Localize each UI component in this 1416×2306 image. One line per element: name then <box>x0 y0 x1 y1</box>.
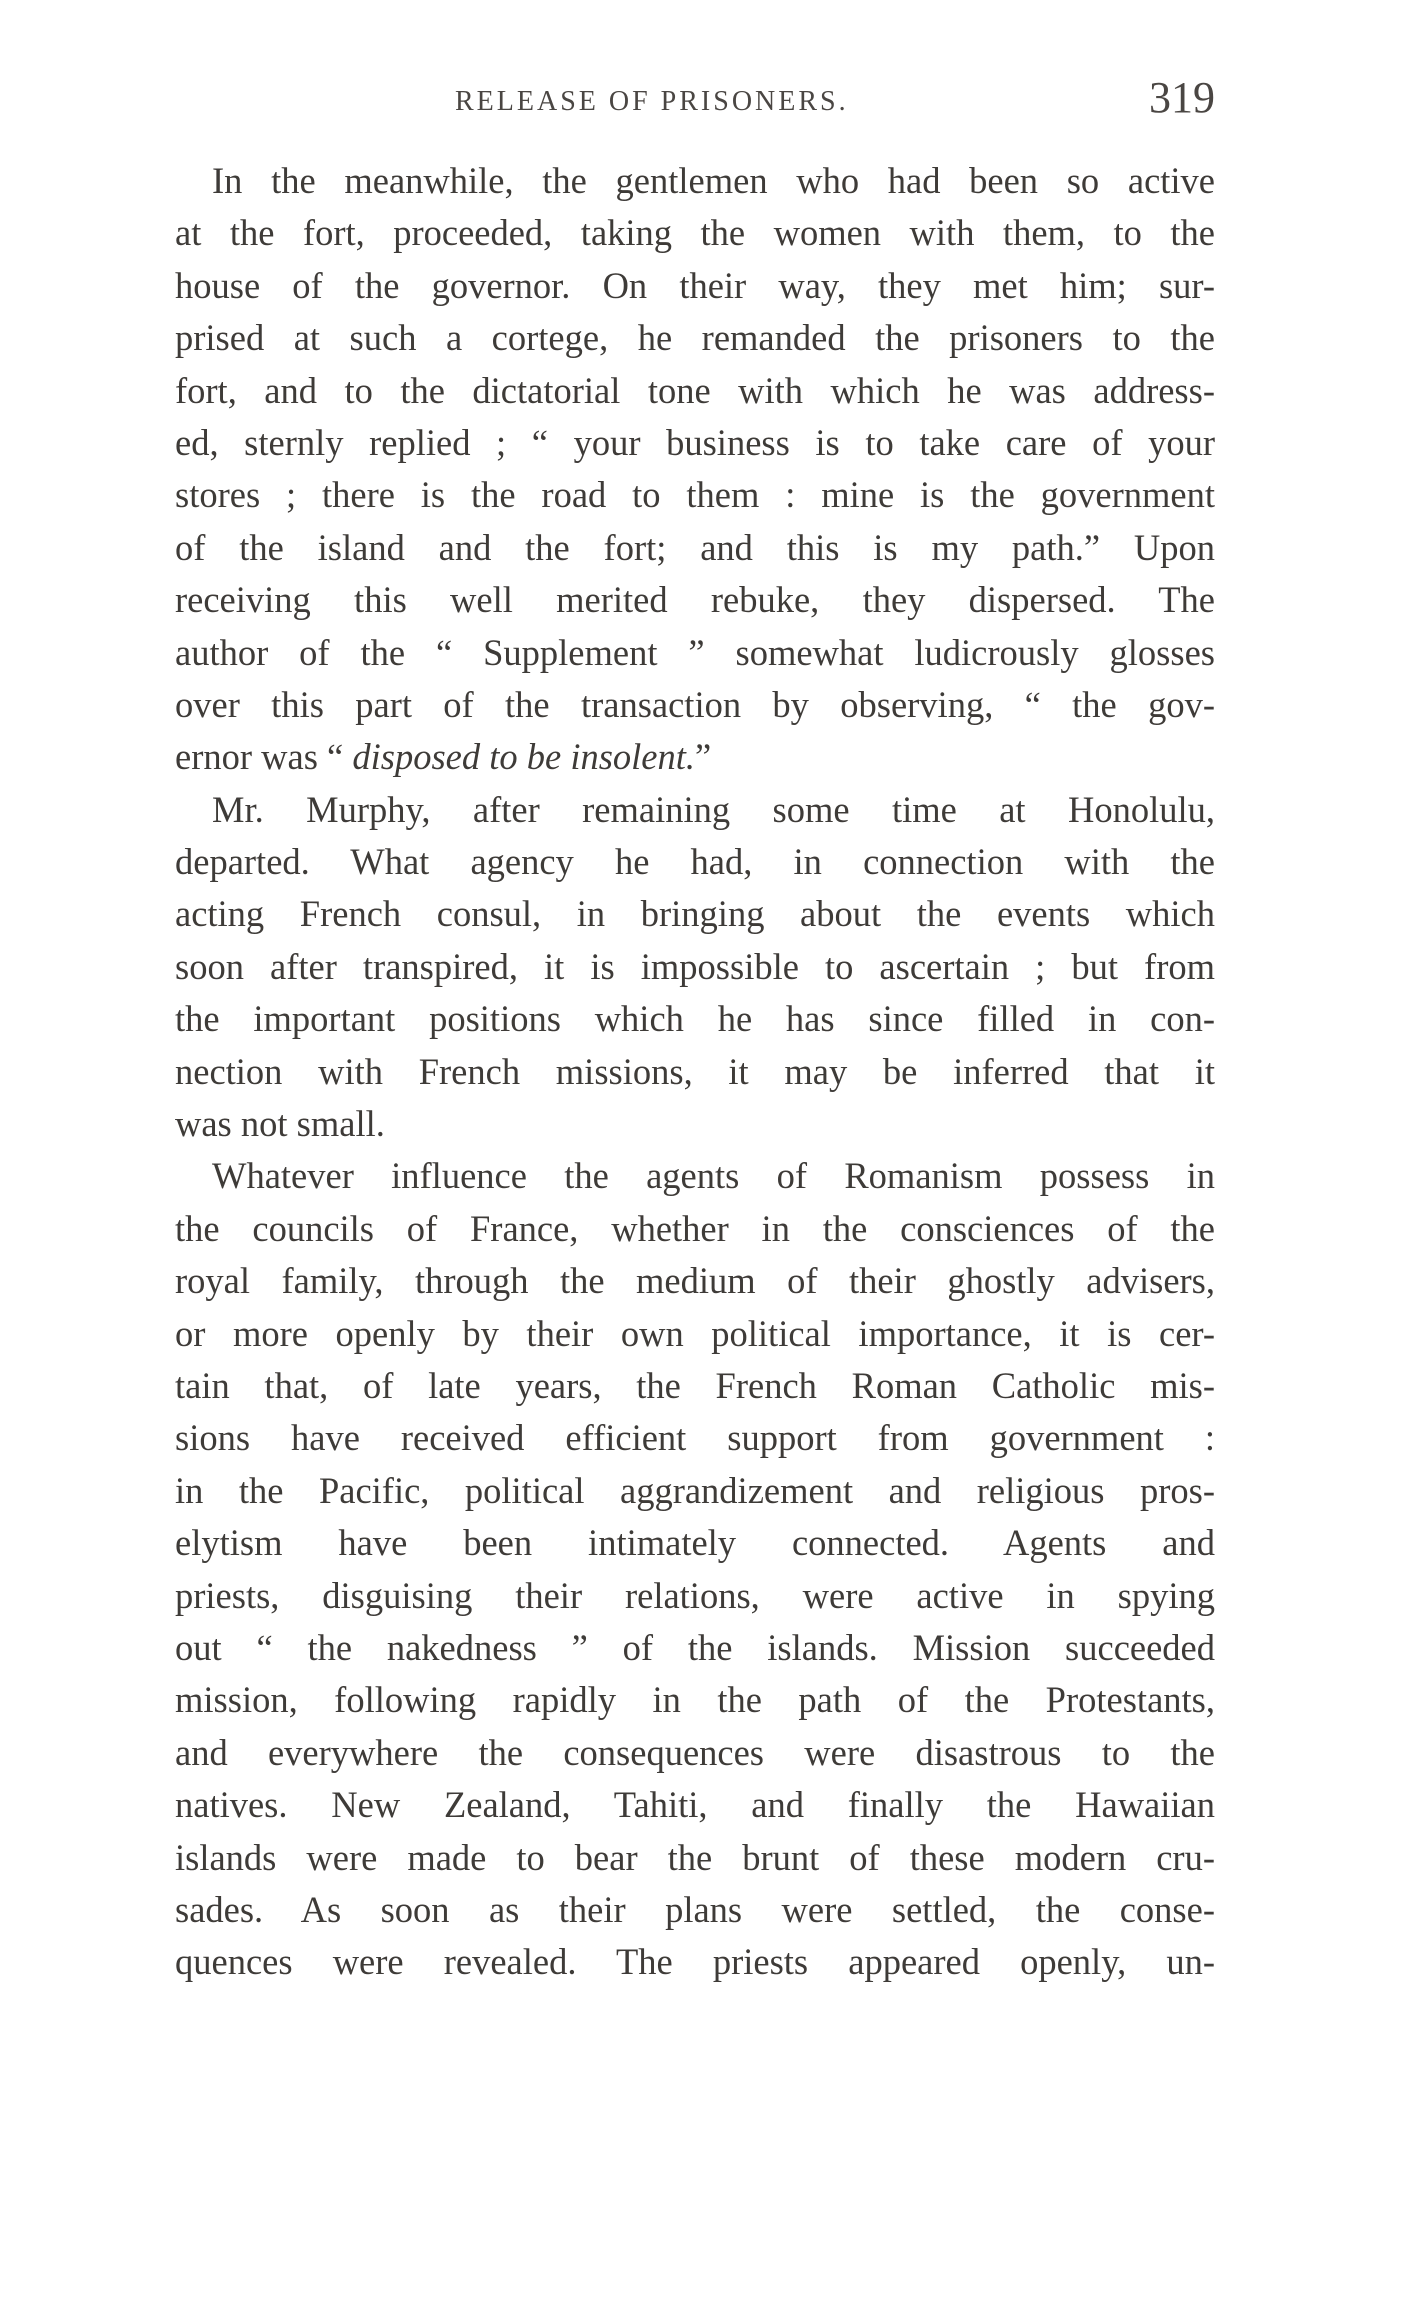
text-line: sions have received efficient support from government : <box>175 1417 1215 1459</box>
text-line: islands were made to bear the brunt of these modern cru- <box>175 1836 1215 1878</box>
text-line: or more openly by their own political importance, it is cer- <box>175 1312 1215 1354</box>
body-text <box>175 155 1215 1989</box>
text-line: author of the “ Supplement ” somewhat ludicrously glosses <box>175 631 1215 673</box>
running-head <box>175 72 1215 132</box>
text-line: over this part of the transaction by observing, “ the gov- <box>175 683 1215 725</box>
text-line: the councils of France, whether in the consciences of the <box>175 1207 1215 1249</box>
text-line <box>175 731 1215 783</box>
running-title: RELEASE OF PRISONERS. <box>455 86 849 117</box>
text-line: Whatever influence the agents of Romanism possess in <box>212 1155 1215 1197</box>
text-line: quences were revealed. The priests appeared openly, un- <box>175 1941 1215 1983</box>
page-number: 319 <box>1149 73 1215 122</box>
text-line: house of the governor. On their way, they met him; sur- <box>175 264 1215 306</box>
text-line: soon after transpired, it is impossible to ascertain ; but from <box>175 945 1215 987</box>
text-segment: ernor was “ <box>175 736 353 778</box>
text-line: tain that, of late years, the French Roman Catholic mis- <box>175 1364 1215 1406</box>
text-line: sades. As soon as their plans were settled, the conse- <box>175 1888 1215 1930</box>
text-line: acting French consul, in bringing about the events which <box>175 893 1215 935</box>
text-line: receiving this well merited rebuke, they dispersed. The <box>175 579 1215 621</box>
text-line: prised at such a cortege, he remanded the prisoners to the <box>175 317 1215 359</box>
text-line: of the island and the fort; and this is my path.” Upon <box>175 526 1215 568</box>
text-line: fort, and to the dictatorial tone with which he was address- <box>175 369 1215 411</box>
text-line: natives. New Zealand, Tahiti, and finally the Hawaiian <box>175 1784 1215 1826</box>
text-line: Mr. Murphy, after remaining some time at Honolulu, <box>212 788 1215 830</box>
text-line: was not small. <box>175 1103 385 1145</box>
text-line: nection with French missions, it may be inferred that it <box>175 1050 1215 1092</box>
text-line: elytism have been intimately connected. Agents and <box>175 1522 1215 1564</box>
text-line: royal family, through the medium of their ghostly advisers, <box>175 1260 1215 1302</box>
text-line: and everywhere the consequences were disastrous to the <box>175 1731 1215 1773</box>
italic-quote: disposed to be insolent. <box>352 736 696 778</box>
text-line: in the Pacific, political aggrandizement and religious pros- <box>175 1469 1215 1511</box>
text-line: priests, disguising their relations, were active in spying <box>175 1574 1215 1616</box>
text-line: out “ the nakedness ” of the islands. Mission succeeded <box>175 1626 1215 1668</box>
text-line: departed. What agency he had, in connection with the <box>175 841 1215 883</box>
text-line: the important positions which he has since filled in con- <box>175 998 1215 1040</box>
text-line: at the fort, proceeded, taking the women with them, to the <box>175 212 1215 254</box>
text-line: In the meanwhile, the gentlemen who had been so active <box>212 160 1215 201</box>
text-segment: ” <box>695 736 712 778</box>
text-line: mission, following rapidly in the path of the Protestants, <box>175 1679 1215 1721</box>
text-line: stores ; there is the road to them : mine is the government <box>175 474 1215 516</box>
text-line: ed, sternly replied ; “ your business is to take care of your <box>175 421 1215 463</box>
